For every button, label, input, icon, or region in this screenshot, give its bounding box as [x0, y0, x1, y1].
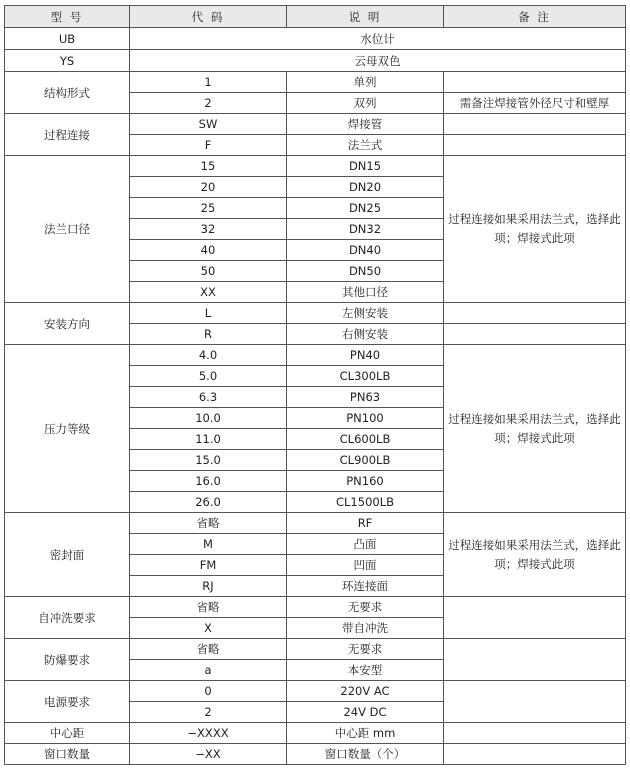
desc-cell: 右侧安装: [287, 324, 444, 345]
desc-cell: PN160: [287, 471, 444, 492]
desc-cell: DN15: [287, 156, 444, 177]
desc-cell: 法兰式: [287, 135, 444, 156]
code-cell: 6.3: [130, 387, 287, 408]
code-cell: 0: [130, 681, 287, 702]
desc-cell: 24V DC: [287, 702, 444, 723]
table-row: [5, 156, 626, 177]
desc-cell: RF: [287, 513, 444, 534]
group-label: 过程连接: [5, 114, 130, 156]
group-label: 自冲洗要求: [5, 597, 130, 639]
code-cell: 省略: [130, 597, 287, 618]
selection-table: [4, 5, 626, 765]
table-row: [5, 723, 626, 744]
code-cell: 15.0: [130, 450, 287, 471]
table-row: [5, 50, 626, 72]
header-code: 代 码: [130, 6, 287, 28]
header-model: 型 号: [5, 6, 130, 28]
table-row: [5, 513, 626, 534]
code-cell: 20: [130, 177, 287, 198]
group-label: 安装方向: [5, 303, 130, 345]
desc-cell: 220V AC: [287, 681, 444, 702]
desc-cell: PN63: [287, 387, 444, 408]
table-row: [5, 72, 626, 93]
code-cell: XX: [130, 282, 287, 303]
code-cell: 25: [130, 198, 287, 219]
code-cell: UB: [5, 28, 130, 50]
desc-cell: 带自冲洗: [287, 618, 444, 639]
code-cell: 4.0: [130, 345, 287, 366]
desc-cell: 双列: [287, 93, 444, 114]
code-cell: R: [130, 324, 287, 345]
remark-cell: [444, 135, 626, 156]
table-row: [5, 303, 626, 324]
table-row: [5, 28, 626, 50]
code-cell: 50: [130, 261, 287, 282]
remark-cell: [444, 303, 626, 324]
desc-cell: 焊接管: [287, 114, 444, 135]
group-label: 压力等级: [5, 345, 130, 513]
group-label: 中心距: [5, 723, 130, 744]
code-cell: FM: [130, 555, 287, 576]
table-row: [5, 681, 626, 702]
remark-cell: [444, 597, 626, 639]
code-cell: M: [130, 534, 287, 555]
group-label: 窗口数量: [5, 744, 130, 765]
remark-cell: 过程连接如果采用法兰式，选择此项；焊接式此项: [444, 345, 626, 513]
desc-cell: 左侧安装: [287, 303, 444, 324]
code-cell: SW: [130, 114, 287, 135]
code-cell: F: [130, 135, 287, 156]
desc-cell: 本安型: [287, 660, 444, 681]
code-cell: 32: [130, 219, 287, 240]
code-cell: 11.0: [130, 429, 287, 450]
desc-cell: CL600LB: [287, 429, 444, 450]
code-cell: X: [130, 618, 287, 639]
remark-cell: [444, 744, 626, 765]
code-cell: RJ: [130, 576, 287, 597]
desc-cell: 无要求: [287, 597, 444, 618]
remark-cell: [444, 723, 626, 744]
desc-cell: 单列: [287, 72, 444, 93]
group-label: 密封面: [5, 513, 130, 597]
remark-cell: 过程连接如果采用法兰式，选择此项；焊接式此项: [444, 513, 626, 597]
code-cell: 40: [130, 240, 287, 261]
desc-cell: 云母双色: [130, 50, 626, 72]
group-label: 防爆要求: [5, 639, 130, 681]
remark-cell: [444, 324, 626, 345]
group-label: 结构形式: [5, 72, 130, 114]
code-cell: −XXXX: [130, 723, 287, 744]
header-desc: 说 明: [287, 6, 444, 28]
remark-cell: [444, 114, 626, 135]
desc-cell: DN32: [287, 219, 444, 240]
desc-cell: 凹面: [287, 555, 444, 576]
group-label: 法兰口径: [5, 156, 130, 303]
table-row: [5, 114, 626, 135]
table-row: [5, 744, 626, 765]
remark-cell: 过程连接如果采用法兰式，选择此项；焊接式此项: [444, 156, 626, 303]
code-cell: 15: [130, 156, 287, 177]
code-cell: YS: [5, 50, 130, 72]
desc-cell: DN50: [287, 261, 444, 282]
code-cell: −XX: [130, 744, 287, 765]
remark-cell: [444, 72, 626, 93]
desc-cell: 窗口数量（个）: [287, 744, 444, 765]
code-cell: 2: [130, 93, 287, 114]
remark-cell: [444, 639, 626, 681]
desc-cell: CL900LB: [287, 450, 444, 471]
desc-cell: CL1500LB: [287, 492, 444, 513]
code-cell: 1: [130, 72, 287, 93]
desc-cell: 凸面: [287, 534, 444, 555]
code-cell: 省略: [130, 513, 287, 534]
desc-cell: 无要求: [287, 639, 444, 660]
remark-cell: [444, 681, 626, 723]
header-remark: 备 注: [444, 6, 626, 28]
desc-cell: 其他口径: [287, 282, 444, 303]
code-cell: 10.0: [130, 408, 287, 429]
code-cell: 2: [130, 702, 287, 723]
header-row: [5, 6, 626, 28]
desc-cell: CL300LB: [287, 366, 444, 387]
code-cell: 省略: [130, 639, 287, 660]
code-cell: a: [130, 660, 287, 681]
code-cell: 16.0: [130, 471, 287, 492]
table-row: [5, 597, 626, 618]
group-label: 电源要求: [5, 681, 130, 723]
code-cell: 5.0: [130, 366, 287, 387]
desc-cell: DN40: [287, 240, 444, 261]
remark-cell: 需备注焊接管外径尺寸和壁厚: [444, 93, 626, 114]
code-cell: L: [130, 303, 287, 324]
desc-cell: 水位计: [130, 28, 626, 50]
desc-cell: DN20: [287, 177, 444, 198]
table-row: [5, 639, 626, 660]
desc-cell: PN100: [287, 408, 444, 429]
desc-cell: 环连接面: [287, 576, 444, 597]
desc-cell: 中心距 mm: [287, 723, 444, 744]
table-row: [5, 345, 626, 366]
desc-cell: PN40: [287, 345, 444, 366]
desc-cell: DN25: [287, 198, 444, 219]
code-cell: 26.0: [130, 492, 287, 513]
